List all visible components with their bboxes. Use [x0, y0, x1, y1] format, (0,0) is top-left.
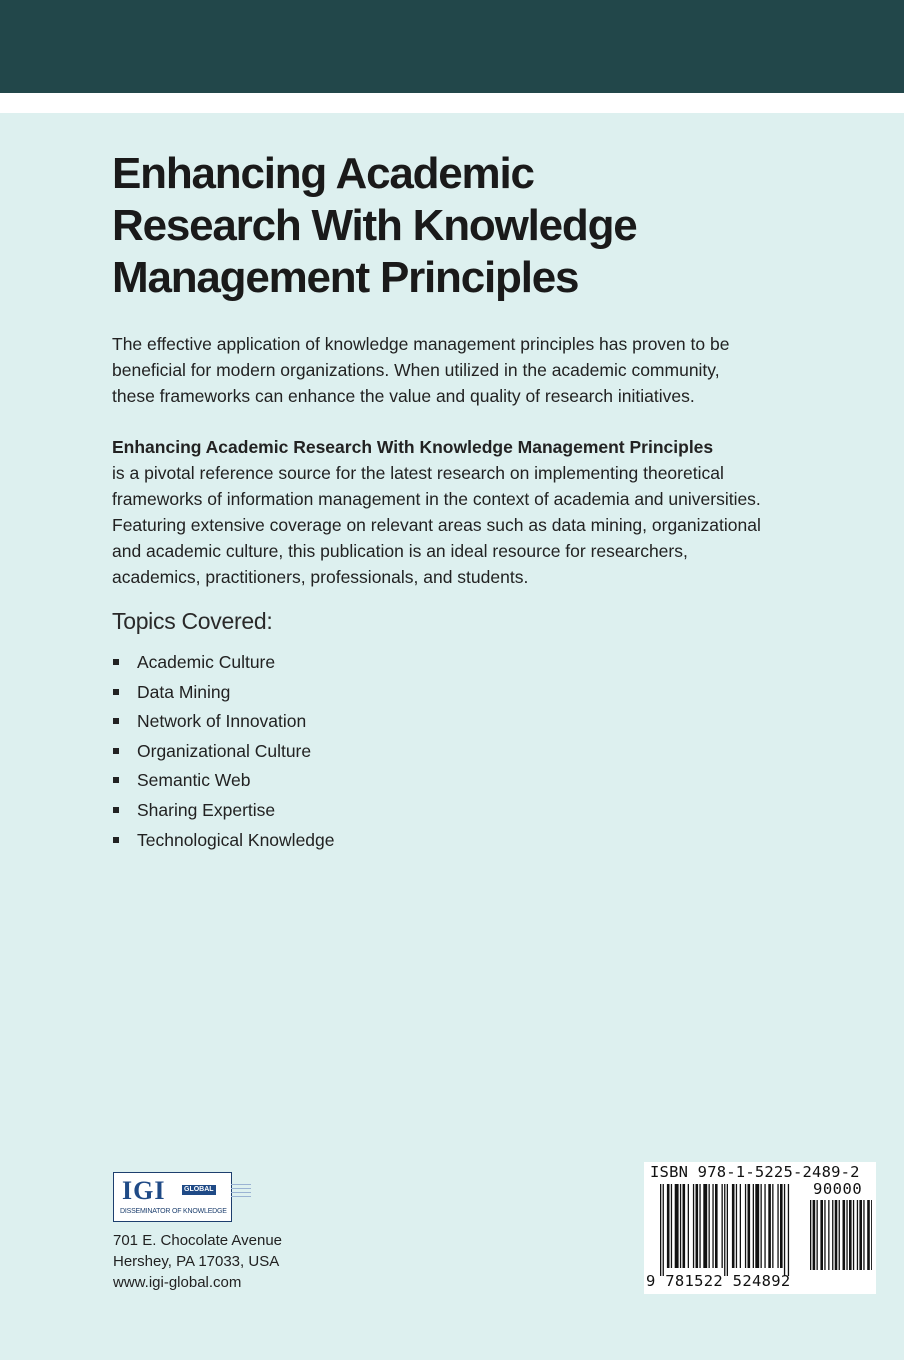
barcode-bar: [699, 1184, 700, 1268]
intro-line: beneficial for modern organizations. When utilized in the academic community,: [112, 360, 720, 380]
publisher-logo: [113, 1172, 232, 1222]
intro-paragraph: [112, 331, 802, 409]
barcode-bar: [693, 1184, 694, 1268]
barcode-bar: [832, 1200, 833, 1270]
barcode-bar: [824, 1200, 825, 1270]
description-line: frameworks of information management in the context of academia and universities.: [112, 489, 761, 509]
intro-line: these frameworks can enhance the value and quality of research initiatives.: [112, 386, 695, 406]
title-line: Enhancing Academic: [112, 149, 534, 198]
barcode-bar: [849, 1200, 852, 1270]
square-bullet-icon: [113, 777, 119, 783]
title-line: Management Principles: [112, 253, 579, 302]
logo-mark: IGI: [122, 1176, 166, 1205]
barcode-bar: [727, 1184, 728, 1276]
square-bullet-icon: [113, 718, 119, 724]
isbn-label: ISBN 978-1-5225-2489-2: [650, 1163, 860, 1181]
barcode-bar: [732, 1184, 735, 1268]
topic-label: Organizational Culture: [137, 740, 312, 761]
barcode-bar: [696, 1184, 699, 1268]
title-line: Research With Knowledge: [112, 201, 637, 250]
barcode-bar: [688, 1184, 689, 1268]
intro-line: The effective application of knowledge management principles has proven to be: [112, 334, 730, 354]
barcode-bar: [724, 1184, 725, 1276]
barcode-bar: [813, 1200, 816, 1270]
barcode-bar: [846, 1200, 847, 1270]
barcode-bar: [715, 1184, 718, 1268]
barcode-bar: [712, 1184, 713, 1268]
barcode-bar: [683, 1184, 686, 1268]
topic-item: [112, 826, 335, 856]
topics-heading: Topics Covered:: [112, 608, 273, 634]
topic-label: Academic Culture: [137, 652, 276, 672]
barcode-bar: [709, 1184, 710, 1268]
barcode-bar: [853, 1200, 854, 1270]
barcode-main-bars: [660, 1184, 800, 1276]
publisher-address: [113, 1230, 282, 1293]
topic-label: Network of Innovation: [137, 711, 307, 732]
barcode-bar: [660, 1184, 661, 1276]
barcode-bar: [835, 1200, 838, 1270]
description-line: is a pivotal reference source for the latest research on implementing theoretical: [112, 463, 724, 483]
barcode-bar: [667, 1184, 670, 1268]
barcode-bar: [768, 1184, 771, 1268]
topic-label: Data Mining: [137, 681, 231, 702]
square-bullet-icon: [113, 689, 119, 695]
barcode-ean-digits: 9 781522 524892: [646, 1272, 791, 1290]
book-title: [112, 148, 832, 304]
header-divider: [0, 93, 904, 113]
square-bullet-icon: [113, 807, 119, 813]
square-bullet-icon: [113, 659, 119, 665]
barcode-bar: [764, 1184, 765, 1268]
barcode-bar: [859, 1200, 862, 1270]
topic-item: [112, 648, 335, 678]
logo-badge: GLOBAL: [184, 1186, 214, 1193]
barcode-bar: [867, 1200, 870, 1270]
barcode-bar: [748, 1184, 751, 1268]
barcode-bar: [784, 1184, 785, 1276]
square-bullet-icon: [113, 837, 119, 843]
barcode-addon-digits: 90000: [813, 1180, 863, 1198]
barcode-bar: [788, 1184, 789, 1276]
header-band: [0, 0, 904, 93]
barcode-bar: [810, 1200, 811, 1270]
barcode-bar: [857, 1200, 858, 1270]
topic-item: [112, 737, 335, 767]
barcode-bar: [675, 1184, 679, 1268]
publisher-website: www.igi-global.com: [113, 1274, 242, 1291]
logo-tagline: DISSEMINATOR OF KNOWLEDGE: [120, 1208, 227, 1215]
barcode-bar: [863, 1200, 864, 1270]
description-paragraph: [112, 434, 802, 590]
square-bullet-icon: [113, 748, 119, 754]
barcode-bar: [772, 1184, 773, 1268]
topic-item: [112, 796, 335, 826]
address-line: Hershey, PA 17033, USA: [113, 1253, 280, 1270]
barcode-bar: [843, 1200, 846, 1270]
topics-list: [112, 648, 335, 855]
barcode-bar: [740, 1184, 741, 1268]
topic-item: [112, 678, 335, 708]
description-line: and academic culture, this publication is an ideal resource for researchers,: [112, 541, 688, 561]
description-line: academics, practitioners, professionals, and students.: [112, 567, 529, 587]
barcode-bar: [820, 1200, 823, 1270]
barcode-bar: [839, 1200, 840, 1270]
barcode-bar: [722, 1184, 723, 1268]
barcode-bar: [736, 1184, 737, 1268]
barcode-bar: [817, 1200, 818, 1270]
description-book-title: Enhancing Academic Research With Knowledge Management Principles: [112, 437, 714, 457]
barcode-bar: [871, 1200, 872, 1270]
barcode-bar: [777, 1184, 778, 1268]
barcode-bar: [663, 1184, 664, 1276]
topic-label: Semantic Web: [137, 770, 251, 791]
topic-item: [112, 766, 335, 796]
logo-lines-icon: [231, 1184, 251, 1204]
barcode-bar: [753, 1184, 754, 1268]
description-line: Featuring extensive coverage on relevant areas such as data mining, organizational: [112, 515, 761, 535]
barcode-bar: [680, 1184, 681, 1268]
topic-label: Technological Knowledge: [137, 829, 335, 850]
barcode-addon-bars: [810, 1200, 872, 1276]
barcode-bar: [671, 1184, 672, 1268]
topic-item: [112, 707, 335, 737]
barcode-bar: [828, 1200, 829, 1270]
topic-label: Sharing Expertise: [137, 799, 276, 820]
barcode-bar: [745, 1184, 746, 1268]
barcode-bar: [780, 1184, 783, 1268]
barcode-bar: [761, 1184, 762, 1268]
address-line: 701 E. Chocolate Avenue: [113, 1232, 283, 1249]
barcode-bar: [703, 1184, 707, 1268]
barcode-bar: [755, 1184, 759, 1268]
